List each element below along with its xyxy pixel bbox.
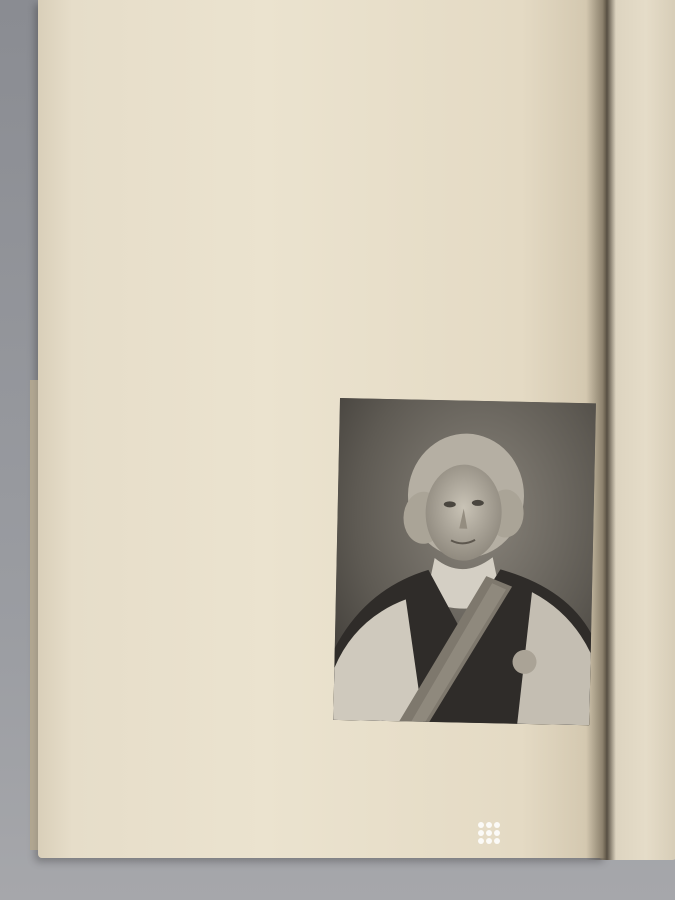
watermark-logo-icon [478, 822, 500, 844]
portrait-image [333, 398, 596, 725]
portrait-illustration [333, 398, 596, 725]
watermark [478, 822, 506, 844]
